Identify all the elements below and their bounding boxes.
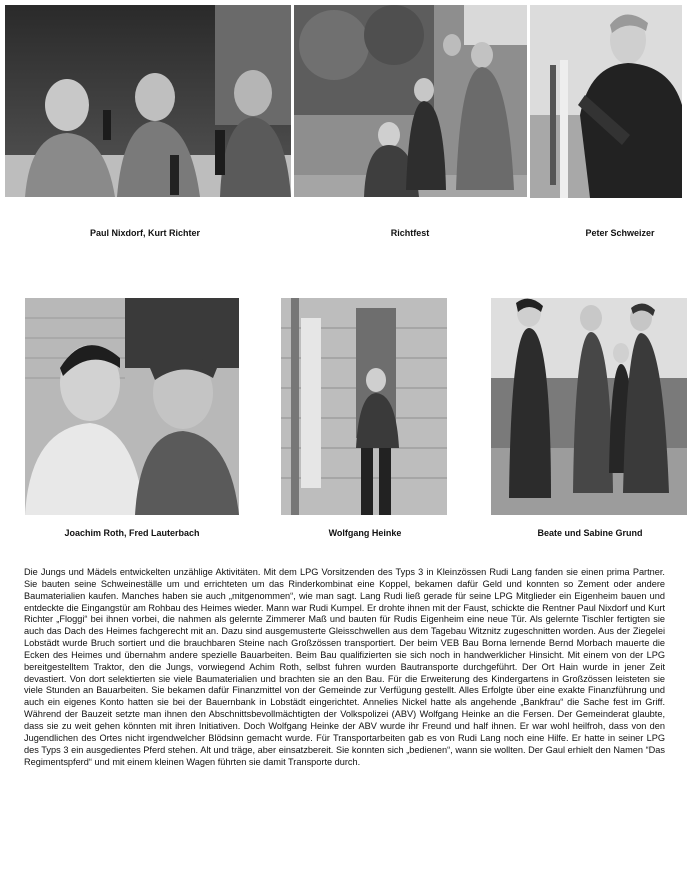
caption-paul-nixdorf-kurt-richter: Paul Nixdorf, Kurt Richter bbox=[89, 228, 200, 238]
caption-joachim-roth-fred-lauterbach: Joachim Roth, Fred Lauterbach bbox=[64, 528, 200, 538]
photo-richtfest bbox=[294, 5, 527, 197]
photo-paul-nixdorf-kurt-richter bbox=[5, 5, 291, 197]
photo-peter-schweizer bbox=[530, 5, 682, 198]
photo-beate-und-sabine-grund bbox=[491, 298, 687, 515]
photo-wolfgang-heinke bbox=[281, 298, 447, 515]
caption-peter-schweizer: Peter Schweizer bbox=[585, 228, 655, 238]
caption-richtfest: Richtfest bbox=[390, 228, 430, 238]
caption-wolfgang-heinke: Wolfgang Heinke bbox=[328, 528, 402, 538]
caption-beate-und-sabine-grund: Beate und Sabine Grund bbox=[537, 528, 643, 538]
photo-joachim-roth-fred-lauterbach bbox=[25, 298, 239, 515]
body-text: Die Jungs und Mädels entwickelten unzählige Aktivitäten. Mit dem LPG Vorsitzenden des Typs 3 in Kleinzössen Rudi Lang fanden sie einen prima Partner. Sie bauten seine Schweineställe um und errichteten um das Rinderkombinat eine Koppel, bekamen dafür Geld und konnten so Zement oder andere Baumaterialien kaufen. Manches haben sie auch „mitgenommen“, wie man sagt. Lang Rudi ließ gerade für seine LPG Mitglieder ein Eigenheim bauen und entdeckte die Eingangstür am Rohbau des Heimes wieder. Mann war Rudi Kumpel. Er drohte ihnen mit der Faust, schickte die Rentner Paul Nixdorf und Kurt Richter „Floggi“ bei ihnen vorbei, die nahmen als gelernte Zimmerer Maß und bauten für Rudis Eigenheim eine neue Tür. Als gelernte Tischler fertigten sie auch das Dach des Heimes fachgerecht mit an. Dazu sind ausgemusterte Gleisschwellen aus dem Tagebau Witznitz zugeschnitten worden. Aus der Ziegelei Lobstädt wurde Bruch sortiert und die brauchbaren Steine nach Großzössen transportiert. Der beim VEB Bau Borna lernende Bernd Morbach mauerte die Ecken des Heimes und übernahm andere spezielle Bauarbeiten. Beim Bau qualifizierten sie sich noch in handwerklicher Hinsicht. Mit einem von der LPG bereitgestelltem Traktor, den die Jungs, vorwiegend Achim Roth, selbst fuhren wurden Bautransporte durchgeführt. Der Ort Hain wurde in jener Zeit devastiert. Von dort selektierten sie viele Baumaterialien und brachten sie an den Bau. Für die Erweiterung des Kindergartens in Großzössen leisteten sie viele Stunden an Bauarbeiten. Sie bekamen dafür Finanzmittel von der Gemeinde zur Verfügung gestellt. Alles Erfolgte über eine exakte Finanzführung und auch ein eigenes Konto hatten sie bei der Bauernbank in Lobstädt eingerichtet. Annelies Nickel hatte als angehende „Bankfrau“ die Sache fest im Griff. Während der Bauzeit setzte man ihnen den Abschnittsbevollmächtigten der Volkspolizei (ABV) Wolfgang Heinke an die Fersen. Der Gemeinderat glaubte, dass sie zu weit gehen könnten mit ihren Initiativen. Doch Wolfgang Heinke der ABV wurde ihr Freund und half ihnen. Er war wohl heilfroh, dass von den Jugendlichen des Ortes nicht irgendwelcher Blödsinn gemacht wurde. Für Transportarbeiten gab es von Rudi Lang noch eine Hilfe. Er hatte in seiner LPG des Typs 3 ein ausgedientes Pferd stehen. Alt und träge, aber einsatzbereit. Sie konnten sich „bedienen“, wann sie wollten. Der Gaul erhielt den Namen “Das Regimentspferd“ und mit einem kleinen Wagen führten sie damit Transporte durch. bbox=[24, 567, 665, 767]
